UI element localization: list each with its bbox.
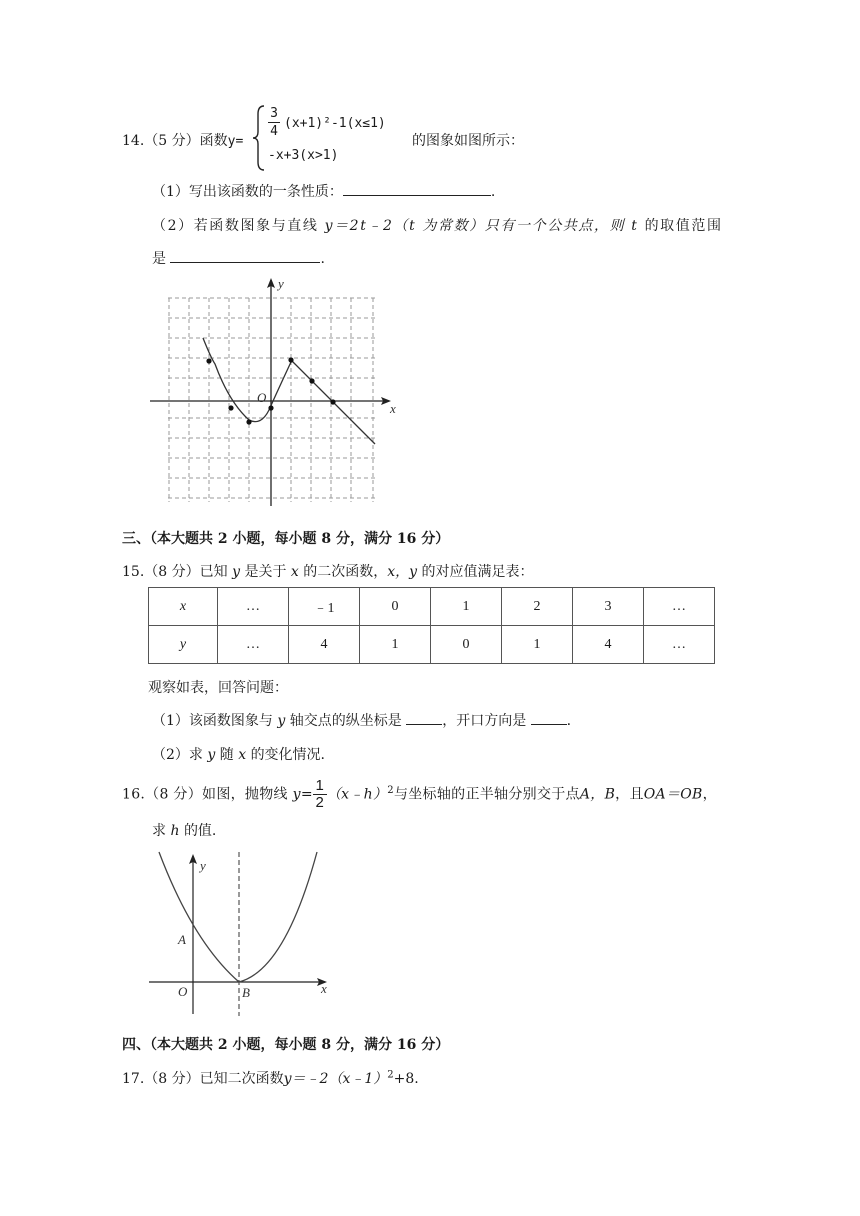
table-cell: … [218,626,289,664]
q17-text-a: 已知二次函数 [199,1071,284,1087]
q14-part2-t: t [631,218,639,234]
answer-blank[interactable] [170,248,320,263]
q14-piece2: -x+3(x>1) [268,148,339,163]
q14-part2-eq: y＝2t﹣2（t 为常数）只有一个公共点，则 [324,218,626,234]
table-cell: … [644,588,715,626]
q14-part2-label: （2）若函数图象与直线 [152,218,319,234]
q15-stem [122,561,534,581]
q16-stem [122,778,717,811]
parabola-curve [203,338,291,422]
q16-line2 [152,820,216,840]
q15-y: y [232,564,240,580]
table-cell: ﹣1 [289,588,360,626]
table-cell: 1 [360,626,431,664]
section4-heading: 四、（本大题共 2 小题，每小题 8 分，满分 16 分） [122,1037,450,1053]
point-a-label: A [178,932,186,947]
q15-part2 [152,744,325,764]
q14-part2-line2-label: 是 [152,251,166,267]
q17-eq: y＝﹣2（x﹣1） [283,1071,388,1087]
point-b-label: B [242,985,250,1000]
table-cell: 0 [360,588,431,626]
q14-frac-num: 3 [270,106,278,121]
table-cell: y [149,626,218,664]
q16-text-b: （x﹣h） [326,786,388,803]
answer-blank[interactable] [406,710,442,725]
q16-h: h [170,823,180,839]
q14-stem [122,130,243,150]
q16-points: A，B [579,786,616,803]
q16-text-c: 与坐标轴的正半轴分别交于点 [393,786,580,803]
q17-stem [122,1068,419,1088]
q14-piece1: (x+1)²-1(x≤1) [284,116,386,131]
q15-text-d: x，y [387,564,418,580]
q15-part2-a: （2）求 [152,747,203,763]
q14-part1-label: （1）写出该函数的一条性质： [152,184,343,200]
q14-prefix: 函数 [199,133,228,149]
q16-eq: OA＝OB [643,786,703,803]
q16-line2-a: 求 [152,823,166,839]
q15-part1-a: （1）该函数图象与 [152,713,273,729]
y-axis-label: y [200,858,206,873]
q16-frac-num: 1 [315,777,325,794]
table-cell: 1 [502,626,573,664]
table-cell: 3 [573,588,644,626]
y-axis-label: y [278,276,284,291]
table-cell: 1 [431,588,502,626]
q15-part1 [152,710,571,730]
table-cell: 2 [502,588,573,626]
q15-observe: 观察如表，回答问题： [148,680,288,696]
q15-part1-b: 轴交点的纵坐标是 [289,713,402,729]
q14-part1 [152,181,495,201]
q15-part1-y: y [277,713,286,729]
q14-score: （5 分） [144,133,200,149]
x-axis-label: x [390,401,396,416]
q14-graph [145,274,405,510]
q16-y-eq: y= [292,786,313,803]
q15-part2-b: 随 [219,747,234,763]
x-axis-label: x [321,981,327,996]
value-table [148,587,715,664]
q16-graph [145,850,340,1018]
table-row-y [149,626,715,664]
q16-line2-b: 的值. [183,823,217,839]
table-row-x [149,588,715,626]
answer-blank[interactable] [531,710,567,725]
q16-score: （8 分） [145,786,203,803]
q15-text-e: 的对应值满足表： [421,564,534,580]
q14-part2-line2 [152,248,325,268]
q15-part2-y: y [207,747,216,763]
q14-part1-end: . [490,184,496,200]
table-cell: x [149,588,218,626]
q15-text-a: 已知 [199,564,228,580]
q15-part1-end: . [566,713,572,729]
q15-part1-c: ，开口方向是 [442,713,527,729]
section3-heading: 三、（本大题共 2 小题，每小题 8 分，满分 16 分） [122,531,450,547]
q14-frac-den: 4 [270,124,278,139]
q14-part2-tail: 的取值范围 [644,218,723,234]
origin-label: O [257,390,267,405]
q16-text-a: 如图，抛物线 [202,786,288,803]
q17-tail: +8. [393,1071,419,1087]
q17-score: （8 分） [144,1071,200,1087]
q14-part2 [152,215,723,235]
q14-suffix: 的图象如图所示： [412,133,524,149]
table-cell: 0 [431,626,502,664]
q17-sup: 2 [387,1069,394,1081]
q14-part2-end: . [320,251,325,267]
q15-number: 15. [122,564,145,580]
q15-part2-c: 的变化情况. [250,747,326,763]
origin-label: O [178,984,188,999]
table-cell: 4 [289,626,360,664]
q14-number: 14. [122,133,145,149]
table-cell: … [644,626,715,664]
q14-piecewise [252,104,412,172]
q17-number: 17. [122,1071,145,1087]
q16-number: 16. [122,786,146,803]
q16-text-e: ， [702,786,717,803]
q16-text-d: ，且 [615,786,644,803]
parabola-curve [159,852,317,982]
q15-text-c: 的二次函数， [303,564,388,580]
q15-part2-x: x [238,747,247,763]
q15-text-b: 是关于 [244,564,287,580]
table-cell: 4 [573,626,644,664]
answer-blank[interactable] [343,181,491,196]
brace-icon [252,104,266,172]
q14-y-eq: y= [227,134,244,149]
table-cell: … [218,588,289,626]
q15-score: （8 分） [144,564,200,580]
q16-frac-den: 2 [315,794,325,811]
q15-x: x [290,564,299,580]
q16-sup: 2 [387,784,394,796]
